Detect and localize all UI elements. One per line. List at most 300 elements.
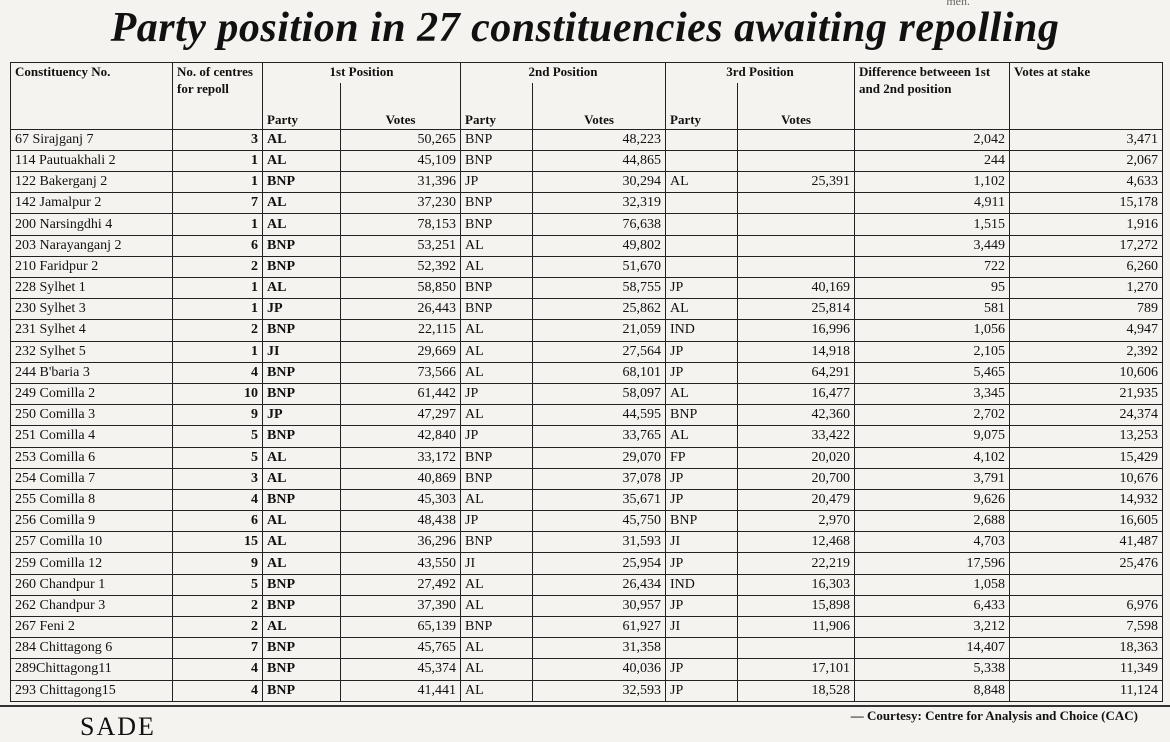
second-votes-cell: 31,358 (533, 638, 666, 659)
third-party-cell: AL (666, 299, 738, 320)
first-votes-cell: 53,251 (341, 235, 461, 256)
second-party-cell: AL (461, 256, 533, 277)
second-party-cell: JP (461, 426, 533, 447)
third-party-cell: JI (666, 617, 738, 638)
header-centres: No. of centres for repoll (173, 63, 263, 130)
stake-cell: 10,676 (1010, 468, 1163, 489)
first-party-cell: AL (263, 214, 341, 235)
table-row (11, 172, 1163, 193)
header-votes-1: Votes (341, 83, 461, 129)
second-votes-cell: 45,750 (533, 511, 666, 532)
third-party-cell: JP (666, 278, 738, 299)
constituency-cell: 210 Faridpur 2 (11, 256, 173, 277)
second-votes-cell: 27,564 (533, 341, 666, 362)
difference-cell: 3,449 (855, 235, 1010, 256)
table-row (11, 574, 1163, 595)
centres-cell: 4 (173, 659, 263, 680)
constituency-cell: 122 Bakerganj 2 (11, 172, 173, 193)
second-votes-cell: 31,593 (533, 532, 666, 553)
second-votes-cell: 21,059 (533, 320, 666, 341)
centres-cell: 4 (173, 489, 263, 510)
first-votes-cell: 36,296 (341, 532, 461, 553)
third-party-cell: JP (666, 362, 738, 383)
second-votes-cell: 26,434 (533, 574, 666, 595)
third-party-cell: JP (666, 489, 738, 510)
constituency-cell: 267 Feni 2 (11, 617, 173, 638)
first-votes-cell: 47,297 (341, 405, 461, 426)
constituency-cell: 230 Sylhet 3 (11, 299, 173, 320)
table-row (11, 341, 1163, 362)
third-votes-cell: 12,468 (738, 532, 855, 553)
table-row (11, 383, 1163, 404)
table-row (11, 489, 1163, 510)
table-row (11, 362, 1163, 383)
second-votes-cell: 51,670 (533, 256, 666, 277)
stake-cell: 21,935 (1010, 383, 1163, 404)
second-votes-cell: 30,294 (533, 172, 666, 193)
second-votes-cell: 25,862 (533, 299, 666, 320)
second-party-cell: BNP (461, 278, 533, 299)
second-party-cell: AL (461, 362, 533, 383)
stake-cell: 15,429 (1010, 447, 1163, 468)
first-party-cell: AL (263, 447, 341, 468)
centres-cell: 2 (173, 617, 263, 638)
stake-cell: 2,392 (1010, 341, 1163, 362)
third-votes-cell (738, 256, 855, 277)
third-party-cell: JI (666, 532, 738, 553)
centres-cell: 9 (173, 553, 263, 574)
page-title: Party position in 27 constituencies awaiting repolling (110, 5, 1060, 51)
constituency-cell: 256 Comilla 9 (11, 511, 173, 532)
table-row (11, 468, 1163, 489)
difference-cell: 3,791 (855, 468, 1010, 489)
stake-cell: 16,605 (1010, 511, 1163, 532)
difference-cell: 4,102 (855, 447, 1010, 468)
first-votes-cell: 45,303 (341, 489, 461, 510)
first-votes-cell: 41,441 (341, 680, 461, 701)
difference-cell: 1,515 (855, 214, 1010, 235)
first-party-cell: BNP (263, 638, 341, 659)
centres-cell: 7 (173, 193, 263, 214)
centres-cell: 5 (173, 574, 263, 595)
second-party-cell: JP (461, 511, 533, 532)
table-row (11, 659, 1163, 680)
constituency-cell: 249 Comilla 2 (11, 383, 173, 404)
constituency-cell: 200 Narsingdhi 4 (11, 214, 173, 235)
constituency-cell: 257 Comilla 10 (11, 532, 173, 553)
centres-cell: 3 (173, 129, 263, 150)
centres-cell: 7 (173, 638, 263, 659)
results-table (10, 62, 1163, 702)
header-party-3: Party (666, 83, 738, 129)
second-votes-cell: 48,223 (533, 129, 666, 150)
third-party-cell (666, 193, 738, 214)
third-party-cell: AL (666, 172, 738, 193)
header-party-1: Party (263, 83, 341, 129)
first-votes-cell: 45,374 (341, 659, 461, 680)
third-votes-cell (738, 129, 855, 150)
constituency-cell: 67 Sirajganj 7 (11, 129, 173, 150)
second-party-cell: AL (461, 595, 533, 616)
second-party-cell: BNP (461, 468, 533, 489)
difference-cell: 4,703 (855, 532, 1010, 553)
second-votes-cell: 37,078 (533, 468, 666, 489)
stake-cell: 11,349 (1010, 659, 1163, 680)
third-party-cell (666, 214, 738, 235)
centres-cell: 5 (173, 426, 263, 447)
header-party-2: Party (461, 83, 533, 129)
difference-cell: 3,212 (855, 617, 1010, 638)
constituency-cell: 142 Jamalpur 2 (11, 193, 173, 214)
centres-cell: 1 (173, 341, 263, 362)
second-votes-cell: 68,101 (533, 362, 666, 383)
first-party-cell: JI (263, 341, 341, 362)
stake-cell: 11,124 (1010, 680, 1163, 701)
first-votes-cell: 65,139 (341, 617, 461, 638)
third-party-cell (666, 129, 738, 150)
constituency-cell: 250 Comilla 3 (11, 405, 173, 426)
second-party-cell: BNP (461, 214, 533, 235)
centres-cell: 6 (173, 511, 263, 532)
third-votes-cell: 20,479 (738, 489, 855, 510)
third-party-cell: JP (666, 595, 738, 616)
constituency-cell: 203 Narayanganj 2 (11, 235, 173, 256)
first-votes-cell: 78,153 (341, 214, 461, 235)
stake-cell: 10,606 (1010, 362, 1163, 383)
first-party-cell: BNP (263, 383, 341, 404)
stake-cell: 1,916 (1010, 214, 1163, 235)
second-party-cell: AL (461, 320, 533, 341)
first-votes-cell: 37,390 (341, 595, 461, 616)
table-row (11, 511, 1163, 532)
first-votes-cell: 31,396 (341, 172, 461, 193)
constituency-cell: 259 Comilla 12 (11, 553, 173, 574)
third-votes-cell: 64,291 (738, 362, 855, 383)
table-row (11, 235, 1163, 256)
constituency-cell: 293 Chittagong15 (11, 680, 173, 701)
second-party-cell: AL (461, 235, 533, 256)
centres-cell: 15 (173, 532, 263, 553)
third-party-cell: JP (666, 659, 738, 680)
table-row (11, 680, 1163, 701)
centres-cell: 1 (173, 150, 263, 171)
difference-cell: 244 (855, 150, 1010, 171)
third-votes-cell: 40,169 (738, 278, 855, 299)
third-votes-cell (738, 235, 855, 256)
difference-cell: 3,345 (855, 383, 1010, 404)
centres-cell: 3 (173, 468, 263, 489)
first-party-cell: BNP (263, 256, 341, 277)
third-party-cell (666, 638, 738, 659)
second-votes-cell: 32,319 (533, 193, 666, 214)
constituency-cell: 289Chittagong11 (11, 659, 173, 680)
third-party-cell: BNP (666, 511, 738, 532)
third-party-cell: BNP (666, 405, 738, 426)
first-votes-cell: 42,840 (341, 426, 461, 447)
header-third-position: 3rd Position (666, 63, 855, 84)
stake-cell: 13,253 (1010, 426, 1163, 447)
courtesy-note: — Courtesy: Centre for Analysis and Choice (CAC) (850, 708, 1138, 723)
stake-cell: 6,260 (1010, 256, 1163, 277)
second-party-cell: BNP (461, 447, 533, 468)
constituency-cell: 114 Pautuakhali 2 (11, 150, 173, 171)
first-party-cell: AL (263, 511, 341, 532)
first-party-cell: BNP (263, 595, 341, 616)
first-party-cell: AL (263, 150, 341, 171)
first-votes-cell: 73,566 (341, 362, 461, 383)
second-votes-cell: 49,802 (533, 235, 666, 256)
first-votes-cell: 45,765 (341, 638, 461, 659)
table-row (11, 405, 1163, 426)
third-votes-cell: 2,970 (738, 511, 855, 532)
first-party-cell: BNP (263, 362, 341, 383)
table-row (11, 426, 1163, 447)
third-party-cell: AL (666, 383, 738, 404)
difference-cell: 5,465 (855, 362, 1010, 383)
second-votes-cell: 30,957 (533, 595, 666, 616)
first-party-cell: JP (263, 405, 341, 426)
stake-cell: 7,598 (1010, 617, 1163, 638)
difference-cell: 9,075 (855, 426, 1010, 447)
third-votes-cell: 16,477 (738, 383, 855, 404)
constituency-cell: 244 B'baria 3 (11, 362, 173, 383)
first-party-cell: BNP (263, 235, 341, 256)
first-votes-cell: 50,265 (341, 129, 461, 150)
second-party-cell: JP (461, 172, 533, 193)
third-party-cell: IND (666, 574, 738, 595)
centres-cell: 2 (173, 256, 263, 277)
third-votes-cell: 17,101 (738, 659, 855, 680)
third-votes-cell: 22,219 (738, 553, 855, 574)
constituency-cell: 262 Chandpur 3 (11, 595, 173, 616)
second-votes-cell: 40,036 (533, 659, 666, 680)
centres-cell: 9 (173, 405, 263, 426)
table-row (11, 617, 1163, 638)
difference-cell: 2,702 (855, 405, 1010, 426)
table-row (11, 129, 1163, 150)
table-row (11, 214, 1163, 235)
difference-cell: 722 (855, 256, 1010, 277)
centres-cell: 5 (173, 447, 263, 468)
centres-cell: 2 (173, 320, 263, 341)
stake-cell: 14,932 (1010, 489, 1163, 510)
third-votes-cell: 25,814 (738, 299, 855, 320)
first-party-cell: AL (263, 553, 341, 574)
difference-cell: 6,433 (855, 595, 1010, 616)
difference-cell: 9,626 (855, 489, 1010, 510)
second-party-cell: AL (461, 680, 533, 701)
first-party-cell: BNP (263, 489, 341, 510)
third-votes-cell (738, 150, 855, 171)
difference-cell: 14,407 (855, 638, 1010, 659)
first-party-cell: AL (263, 532, 341, 553)
header-first-position: 1st Position (263, 63, 461, 84)
table-row (11, 638, 1163, 659)
header-votes-2: Votes (533, 83, 666, 129)
first-votes-cell: 45,109 (341, 150, 461, 171)
stake-cell: 15,178 (1010, 193, 1163, 214)
second-votes-cell: 29,070 (533, 447, 666, 468)
second-party-cell: JI (461, 553, 533, 574)
constituency-cell: 284 Chittagong 6 (11, 638, 173, 659)
stake-cell: 789 (1010, 299, 1163, 320)
stake-cell: 1,270 (1010, 278, 1163, 299)
centres-cell: 2 (173, 595, 263, 616)
third-party-cell: AL (666, 426, 738, 447)
stake-cell: 4,947 (1010, 320, 1163, 341)
difference-cell: 8,848 (855, 680, 1010, 701)
difference-cell: 2,688 (855, 511, 1010, 532)
first-votes-cell: 26,443 (341, 299, 461, 320)
table-row (11, 299, 1163, 320)
constituency-cell: 254 Comilla 7 (11, 468, 173, 489)
second-votes-cell: 25,954 (533, 553, 666, 574)
stake-cell (1010, 574, 1163, 595)
difference-cell: 2,105 (855, 341, 1010, 362)
second-party-cell: AL (461, 638, 533, 659)
second-party-cell: JP (461, 383, 533, 404)
third-votes-cell: 25,391 (738, 172, 855, 193)
first-votes-cell: 29,669 (341, 341, 461, 362)
header-votes-at-stake: Votes at stake (1010, 63, 1163, 130)
second-party-cell: BNP (461, 617, 533, 638)
second-party-cell: BNP (461, 150, 533, 171)
first-votes-cell: 33,172 (341, 447, 461, 468)
third-party-cell (666, 235, 738, 256)
second-party-cell: AL (461, 341, 533, 362)
third-votes-cell (738, 214, 855, 235)
third-votes-cell: 15,898 (738, 595, 855, 616)
first-party-cell: BNP (263, 574, 341, 595)
table-row (11, 150, 1163, 171)
first-votes-cell: 22,115 (341, 320, 461, 341)
stake-cell: 3,471 (1010, 129, 1163, 150)
first-party-cell: BNP (263, 426, 341, 447)
constituency-cell: 253 Comilla 6 (11, 447, 173, 468)
centres-cell: 1 (173, 214, 263, 235)
third-party-cell: JP (666, 468, 738, 489)
third-votes-cell: 16,303 (738, 574, 855, 595)
header-second-position: 2nd Position (461, 63, 666, 84)
difference-cell: 4,911 (855, 193, 1010, 214)
centres-cell: 1 (173, 278, 263, 299)
stake-cell: 25,476 (1010, 553, 1163, 574)
constituency-cell: 228 Sylhet 1 (11, 278, 173, 299)
constituency-cell: 260 Chandpur 1 (11, 574, 173, 595)
difference-cell: 5,338 (855, 659, 1010, 680)
difference-cell: 17,596 (855, 553, 1010, 574)
constituency-cell: 231 Sylhet 4 (11, 320, 173, 341)
centres-cell: 1 (173, 299, 263, 320)
bottom-rule (0, 705, 1170, 707)
second-party-cell: BNP (461, 129, 533, 150)
difference-cell: 95 (855, 278, 1010, 299)
first-votes-cell: 43,550 (341, 553, 461, 574)
centres-cell: 4 (173, 362, 263, 383)
header-votes-3: Votes (738, 83, 855, 129)
table-body (11, 129, 1163, 701)
first-party-cell: AL (263, 278, 341, 299)
first-party-cell: BNP (263, 172, 341, 193)
constituency-cell: 255 Comilla 8 (11, 489, 173, 510)
first-party-cell: BNP (263, 659, 341, 680)
first-party-cell: BNP (263, 680, 341, 701)
second-votes-cell: 44,865 (533, 150, 666, 171)
first-party-cell: JP (263, 299, 341, 320)
table-row (11, 553, 1163, 574)
second-party-cell: AL (461, 574, 533, 595)
third-votes-cell: 11,906 (738, 617, 855, 638)
first-votes-cell: 58,850 (341, 278, 461, 299)
table-row (11, 278, 1163, 299)
third-votes-cell: 18,528 (738, 680, 855, 701)
first-votes-cell: 27,492 (341, 574, 461, 595)
stake-cell: 18,363 (1010, 638, 1163, 659)
table-row (11, 320, 1163, 341)
third-party-cell: JP (666, 553, 738, 574)
third-votes-cell: 16,996 (738, 320, 855, 341)
centres-cell: 1 (173, 172, 263, 193)
second-party-cell: BNP (461, 299, 533, 320)
second-votes-cell: 32,593 (533, 680, 666, 701)
second-votes-cell: 58,097 (533, 383, 666, 404)
first-party-cell: BNP (263, 320, 341, 341)
second-votes-cell: 61,927 (533, 617, 666, 638)
third-votes-cell (738, 638, 855, 659)
stake-cell: 24,374 (1010, 405, 1163, 426)
stake-cell: 2,067 (1010, 150, 1163, 171)
first-party-cell: AL (263, 617, 341, 638)
stake-cell: 6,976 (1010, 595, 1163, 616)
third-party-cell (666, 150, 738, 171)
second-party-cell: BNP (461, 193, 533, 214)
third-votes-cell: 20,700 (738, 468, 855, 489)
third-votes-cell: 33,422 (738, 426, 855, 447)
difference-cell: 581 (855, 299, 1010, 320)
second-party-cell: AL (461, 659, 533, 680)
second-party-cell: AL (461, 489, 533, 510)
centres-cell: 10 (173, 383, 263, 404)
difference-cell: 1,056 (855, 320, 1010, 341)
table-row (11, 256, 1163, 277)
third-votes-cell (738, 193, 855, 214)
second-votes-cell: 76,638 (533, 214, 666, 235)
first-votes-cell: 37,230 (341, 193, 461, 214)
third-votes-cell: 20,020 (738, 447, 855, 468)
second-party-cell: AL (461, 405, 533, 426)
footer-fragment: SADE (80, 712, 156, 741)
second-votes-cell: 58,755 (533, 278, 666, 299)
first-votes-cell: 40,869 (341, 468, 461, 489)
table-row (11, 447, 1163, 468)
first-party-cell: AL (263, 129, 341, 150)
stake-cell: 41,487 (1010, 532, 1163, 553)
first-votes-cell: 61,442 (341, 383, 461, 404)
third-party-cell: IND (666, 320, 738, 341)
top-fragment-text: men. (946, 0, 970, 8)
header-constituency: Constituency No. (11, 63, 173, 130)
centres-cell: 4 (173, 680, 263, 701)
constituency-cell: 251 Comilla 4 (11, 426, 173, 447)
first-party-cell: AL (263, 468, 341, 489)
first-votes-cell: 48,438 (341, 511, 461, 532)
second-votes-cell: 35,671 (533, 489, 666, 510)
stake-cell: 17,272 (1010, 235, 1163, 256)
centres-cell: 6 (173, 235, 263, 256)
third-votes-cell: 14,918 (738, 341, 855, 362)
difference-cell: 1,102 (855, 172, 1010, 193)
second-party-cell: BNP (461, 532, 533, 553)
